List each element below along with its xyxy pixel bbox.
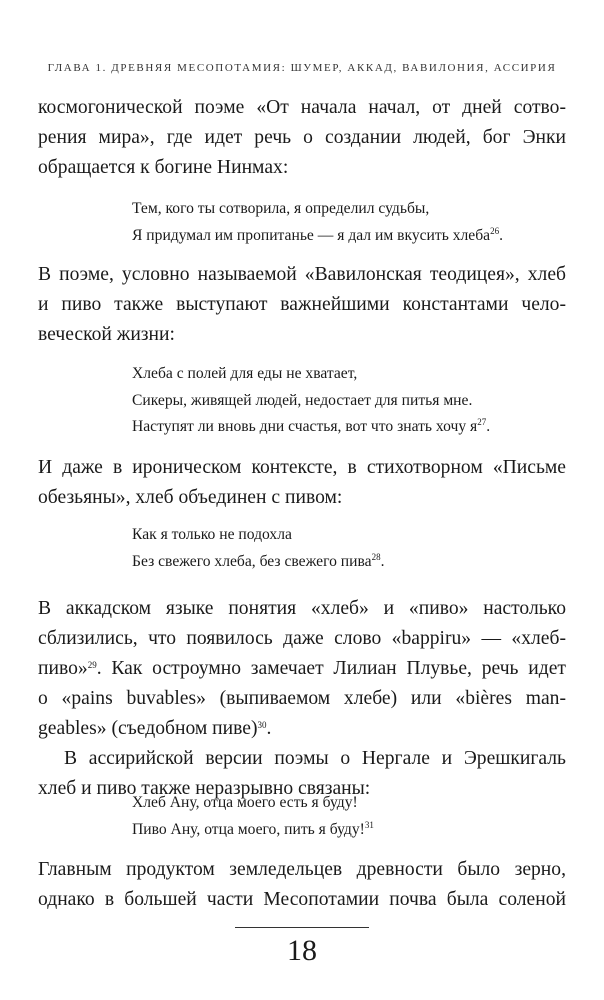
verse-quote-1 [132, 196, 572, 249]
verse-quote-2 [132, 361, 572, 441]
text-line: И даже в ироническом контексте, в стихотворном «Письме [38, 457, 566, 478]
page-number: 18 [287, 934, 317, 967]
verse-line-text: Пиво Ану, отца моего, пить я буду! [132, 820, 365, 838]
paragraph-4 [38, 594, 566, 804]
text-line: В аккадском языке понятия «хлеб» и «пиво» настолько [38, 598, 566, 619]
paragraph-2 [38, 260, 566, 350]
paragraph-6 [38, 855, 566, 915]
text-segment: пиво» [38, 658, 88, 679]
verse-quote-3 [132, 522, 572, 575]
text-line [38, 714, 566, 744]
text-line: о «pains buvables» (выпиваемом хлебе) или «bières man- [38, 688, 566, 709]
verse-line: Как я только не подохла [132, 526, 292, 543]
footnote-ref-27: 27 [477, 417, 487, 427]
footnote-ref-28: 28 [371, 551, 381, 562]
footnote-ref-26: 26 [490, 225, 500, 236]
text-line: Главным продуктом земледельцев древности было зерно, [38, 859, 566, 880]
text-line: однако в большей части Месопотамии почва была соленой [38, 889, 566, 910]
text-line: В поэме, условно называемой «Вавилонская теодицея», хлеб [38, 264, 566, 285]
text-line: и пиво также выступают важнейшими константами чело- [38, 294, 566, 315]
verse-line: Я придумал им пропитанье — я дал им вкусить хлеба$^{26}$. [132, 225, 503, 244]
text-segment: . Как остроумно замечает Лилиан Плувье, речь идет [96, 658, 566, 679]
text-segment: geables» (съедобном пиве) [38, 718, 258, 739]
verse-line: Сикеры, живящей людей, недостает для питья мне. [132, 391, 473, 409]
text-line: веческой жизни: [38, 324, 175, 345]
verse-line-text: Без свежего хлеба, без свежего пива [132, 552, 372, 570]
verse-line: Тем, кого ты сотворила, я определил судьбы, [132, 200, 430, 217]
footnote-ref-31: 31 [364, 819, 374, 830]
page-number-rule [235, 927, 369, 928]
verse-line: Наступят ли вновь дни счастья, вот что знать хочу $я^{27}$. [132, 417, 491, 435]
text-line: хлеб и пиво также неразрывно связаны: [38, 778, 371, 799]
text-line: обращается к богине Нинмах: [38, 157, 289, 178]
text-line: космогонической поэме «От начала начал, от дней сотво- [38, 97, 566, 118]
verse-line: Хлеб Ану, отца моего есть я буду! [132, 794, 358, 811]
verse-line-text: Наступят ли вновь дни счастья, вот что знать хочу я [132, 418, 478, 435]
paragraph-1 [38, 93, 566, 183]
text-line: В ассирийской версии поэмы о Нергале и Эрешкигаль [64, 748, 566, 769]
verse-line: Без свежего хлеба, без свежего пива$^{28}$. [132, 551, 385, 570]
verse-line: Хлеба с полей для еды не хватает, [132, 365, 358, 382]
text-segment: . [266, 718, 272, 739]
footnote-ref-29: 29 [87, 660, 97, 670]
verse-line [132, 817, 572, 844]
text-line: сблизились, что появилось даже слово «bappiru» — «хлеб- [38, 628, 566, 649]
footnote-ref-30: 30 [257, 720, 267, 730]
text-line: рения мира», где идет речь о создании людей, бог Энки [38, 127, 566, 148]
text-line: обезьяны», хлеб объединен с пивом: [38, 487, 343, 508]
verse-quote-4 [132, 790, 572, 843]
text-line [38, 654, 566, 684]
verse-line-text: Я придумал им пропитанье — я дал им вкусить хлеба [132, 226, 491, 244]
paragraph-3 [38, 453, 566, 513]
running-header: ГЛАВА 1. ДРЕВНЯЯ МЕСОПОТАМИЯ: ШУМЕР, АККАД, ВАВИЛОНИЯ, АССИРИЯ [47, 62, 557, 74]
